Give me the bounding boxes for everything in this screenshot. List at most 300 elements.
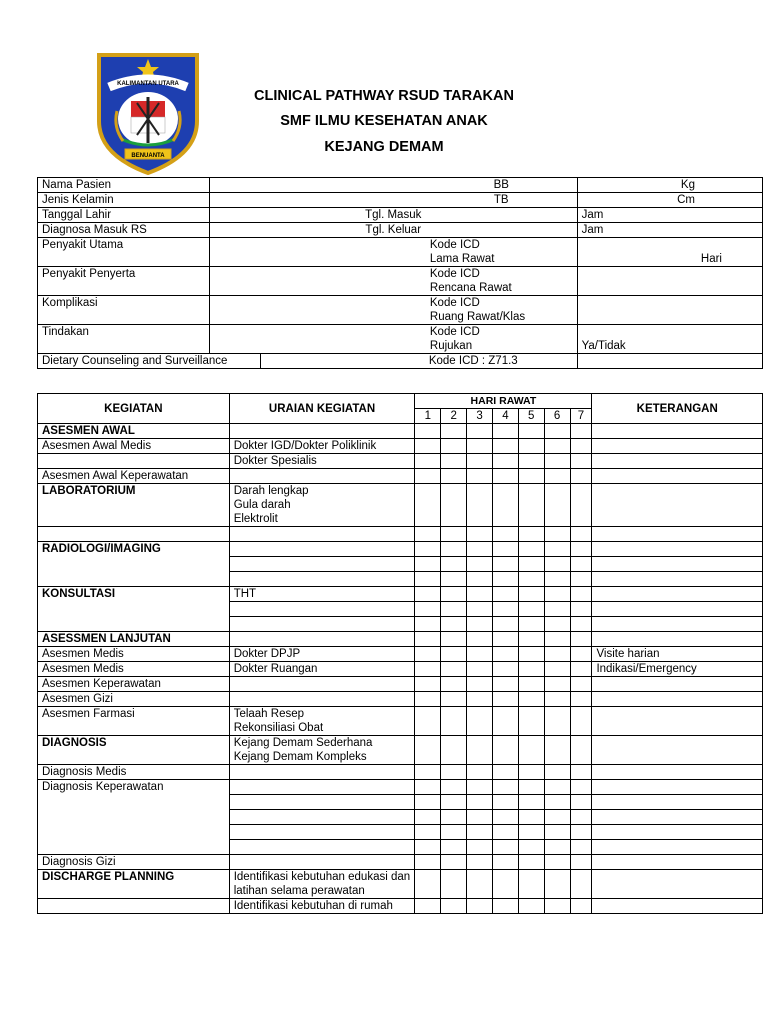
day-cell[interactable] xyxy=(441,662,467,677)
uraian-label: Telaah Resep xyxy=(233,708,305,720)
table-row xyxy=(38,424,763,439)
day-cell[interactable] xyxy=(441,810,467,825)
uraian-cell xyxy=(229,557,415,572)
label-nama-pasien: Nama Pasien xyxy=(38,178,210,193)
label-kg: Kg xyxy=(577,178,762,193)
keterangan-cell xyxy=(592,469,763,484)
day-cell[interactable] xyxy=(441,617,467,632)
day-cell[interactable] xyxy=(570,469,592,484)
day-cell[interactable] xyxy=(492,692,518,707)
day-cell[interactable] xyxy=(570,587,592,602)
day-cell[interactable] xyxy=(544,424,570,439)
day-cell[interactable] xyxy=(467,765,493,780)
day-cell[interactable] xyxy=(518,424,544,439)
day-cell[interactable] xyxy=(518,736,544,765)
label-lama-rawat: Lama Rawat xyxy=(429,253,495,265)
uraian-label: Kejang Demam Kompleks xyxy=(233,751,367,763)
day-cell[interactable] xyxy=(415,484,441,527)
label-cm: Cm xyxy=(577,193,762,208)
day-cell[interactable] xyxy=(518,795,544,810)
kegiatan-cell xyxy=(38,587,230,632)
label-tanggal-lahir: Tanggal Lahir xyxy=(38,208,210,223)
day-5: 5 xyxy=(518,409,544,424)
day-cell[interactable] xyxy=(492,707,518,736)
day-cell[interactable] xyxy=(492,454,518,469)
day-cell[interactable] xyxy=(415,899,441,914)
day-cell[interactable] xyxy=(544,527,570,542)
day-cell[interactable] xyxy=(570,527,592,542)
kegiatan-label: ASESMEN AWAL xyxy=(42,425,135,437)
day-cell[interactable] xyxy=(518,527,544,542)
day-cell[interactable] xyxy=(570,780,592,795)
uraian-label: Kejang Demam Sederhana xyxy=(233,737,373,749)
label-dietary: Dietary Counseling and Surveillance xyxy=(38,354,261,369)
uraian-cell xyxy=(229,527,415,542)
day-cell[interactable] xyxy=(441,424,467,439)
uraian-cell xyxy=(229,780,415,795)
day-cell[interactable] xyxy=(415,855,441,870)
uraian-label: THT xyxy=(233,588,257,600)
table-row xyxy=(38,855,763,870)
day-cell[interactable] xyxy=(415,557,441,572)
kegiatan-cell xyxy=(38,870,230,899)
day-cell[interactable] xyxy=(570,424,592,439)
day-cell[interactable] xyxy=(544,899,570,914)
uraian-label: Dokter IGD/Dokter Poliklinik xyxy=(233,440,377,452)
day-cell[interactable] xyxy=(492,810,518,825)
day-cell[interactable] xyxy=(467,632,493,647)
logo-text-bottom: BENUANTA xyxy=(131,153,165,159)
day-cell[interactable] xyxy=(544,870,570,899)
day-cell[interactable] xyxy=(441,469,467,484)
keterangan-cell xyxy=(592,736,763,765)
day-cell[interactable] xyxy=(518,707,544,736)
day-cell[interactable] xyxy=(518,810,544,825)
table-row xyxy=(38,484,763,527)
day-cell[interactable] xyxy=(467,707,493,736)
day-cell[interactable] xyxy=(441,840,467,855)
keterangan-cell xyxy=(592,617,763,632)
day-cell[interactable] xyxy=(570,557,592,572)
day-cell[interactable] xyxy=(441,899,467,914)
table-row xyxy=(38,439,763,454)
day-cell[interactable] xyxy=(544,454,570,469)
day-cell[interactable] xyxy=(544,587,570,602)
header-kegiatan: KEGIATAN xyxy=(38,394,230,424)
day-cell[interactable] xyxy=(570,870,592,899)
day-cell[interactable] xyxy=(467,454,493,469)
day-cell[interactable] xyxy=(544,855,570,870)
keterangan-cell xyxy=(592,587,763,602)
day-cell[interactable] xyxy=(441,780,467,795)
day-cell[interactable] xyxy=(492,602,518,617)
day-cell[interactable] xyxy=(518,587,544,602)
day-cell[interactable] xyxy=(467,840,493,855)
day-cell[interactable] xyxy=(441,557,467,572)
logo-text-top: KALIMANTAN UTARA xyxy=(117,81,179,87)
day-cell[interactable] xyxy=(570,677,592,692)
day-cell[interactable] xyxy=(518,677,544,692)
keterangan-cell xyxy=(592,542,763,557)
label-komplikasi: Komplikasi xyxy=(38,296,210,325)
day-cell[interactable] xyxy=(441,647,467,662)
day-cell[interactable] xyxy=(544,647,570,662)
day-cell[interactable] xyxy=(467,662,493,677)
day-cell[interactable] xyxy=(492,439,518,454)
day-cell[interactable] xyxy=(570,855,592,870)
day-cell[interactable] xyxy=(570,439,592,454)
day-cell[interactable] xyxy=(518,647,544,662)
day-cell[interactable] xyxy=(415,587,441,602)
day-cell[interactable] xyxy=(518,855,544,870)
day-cell[interactable] xyxy=(570,840,592,855)
day-cell[interactable] xyxy=(570,765,592,780)
day-cell[interactable] xyxy=(415,632,441,647)
day-cell[interactable] xyxy=(544,840,570,855)
kegiatan-cell xyxy=(38,484,230,527)
day-cell[interactable] xyxy=(467,855,493,870)
day-cell[interactable] xyxy=(492,795,518,810)
day-cell[interactable] xyxy=(492,855,518,870)
day-cell[interactable] xyxy=(467,810,493,825)
day-cell[interactable] xyxy=(415,707,441,736)
day-cell[interactable] xyxy=(518,572,544,587)
day-cell[interactable] xyxy=(570,795,592,810)
uraian-label: Identifikasi kebutuhan di rumah xyxy=(233,900,393,912)
kegiatan-label: DIAGNOSIS xyxy=(42,737,107,749)
day-cell[interactable] xyxy=(441,677,467,692)
day-cell[interactable] xyxy=(544,632,570,647)
day-cell[interactable] xyxy=(415,840,441,855)
day-cell[interactable] xyxy=(544,617,570,632)
day-cell[interactable] xyxy=(441,692,467,707)
day-cell[interactable] xyxy=(492,527,518,542)
uraian-cell xyxy=(229,602,415,617)
day-cell[interactable] xyxy=(492,825,518,840)
day-cell[interactable] xyxy=(518,692,544,707)
day-cell[interactable] xyxy=(492,780,518,795)
day-cell[interactable] xyxy=(570,899,592,914)
uraian-cell xyxy=(229,825,415,840)
uraian-label: Gula darah xyxy=(233,499,291,511)
day-cell[interactable] xyxy=(467,647,493,662)
day-cell[interactable] xyxy=(415,454,441,469)
table-row xyxy=(38,527,763,542)
day-6: 6 xyxy=(544,409,570,424)
day-cell[interactable] xyxy=(467,736,493,765)
keterangan-cell xyxy=(592,424,763,439)
day-cell[interactable] xyxy=(544,692,570,707)
label-jam-1: Jam xyxy=(577,208,762,223)
day-cell[interactable] xyxy=(492,632,518,647)
day-cell[interactable] xyxy=(544,780,570,795)
day-cell[interactable] xyxy=(570,602,592,617)
day-cell[interactable] xyxy=(570,707,592,736)
day-cell[interactable] xyxy=(492,647,518,662)
day-cell[interactable] xyxy=(492,899,518,914)
keterangan-cell xyxy=(592,707,763,736)
day-cell[interactable] xyxy=(467,780,493,795)
kegiatan-cell xyxy=(38,439,230,454)
day-cell[interactable] xyxy=(492,572,518,587)
uraian-label: Identifikasi kebutuhan edukasi dan latihan selama perawatan xyxy=(233,871,411,897)
day-cell[interactable] xyxy=(492,840,518,855)
day-cell[interactable] xyxy=(467,527,493,542)
day-cell[interactable] xyxy=(518,557,544,572)
day-cell[interactable] xyxy=(570,825,592,840)
uraian-cell xyxy=(229,692,415,707)
day-cell[interactable] xyxy=(415,542,441,557)
day-cell[interactable] xyxy=(415,527,441,542)
day-3: 3 xyxy=(467,409,493,424)
day-cell[interactable] xyxy=(415,810,441,825)
day-cell[interactable] xyxy=(544,572,570,587)
day-cell[interactable] xyxy=(492,677,518,692)
kegiatan-cell xyxy=(38,454,230,469)
day-cell[interactable] xyxy=(415,780,441,795)
day-cell[interactable] xyxy=(544,439,570,454)
day-cell[interactable] xyxy=(415,439,441,454)
day-cell[interactable] xyxy=(467,587,493,602)
day-cell[interactable] xyxy=(467,899,493,914)
table-row xyxy=(38,899,763,914)
table-row xyxy=(38,707,763,736)
kegiatan-cell xyxy=(38,855,230,870)
day-cell[interactable] xyxy=(518,602,544,617)
day-cell[interactable] xyxy=(544,736,570,765)
day-cell[interactable] xyxy=(441,527,467,542)
day-cell[interactable] xyxy=(492,587,518,602)
day-cell[interactable] xyxy=(518,870,544,899)
table-row xyxy=(38,780,763,795)
day-cell[interactable] xyxy=(570,617,592,632)
day-cell[interactable] xyxy=(518,469,544,484)
uraian-cell xyxy=(229,765,415,780)
kegiatan-label: ASESSMEN LANJUTAN xyxy=(42,633,171,645)
day-cell[interactable] xyxy=(570,542,592,557)
day-cell[interactable] xyxy=(441,825,467,840)
kegiatan-label: Diagnosis Medis xyxy=(42,766,127,778)
kegiatan-cell xyxy=(38,692,230,707)
label-ya-tidak: Ya/Tidak xyxy=(577,325,762,354)
kegiatan-label: LABORATORIUM xyxy=(42,485,136,497)
label-ruang-rawat: Ruang Rawat/Klas xyxy=(429,311,526,323)
table-row xyxy=(38,542,763,557)
keterangan-cell xyxy=(592,572,763,587)
day-cell[interactable] xyxy=(415,795,441,810)
label-kode-icd-z: Kode ICD : Z71.3 xyxy=(260,354,577,369)
day-cell[interactable] xyxy=(415,662,441,677)
kegiatan-label: Asesmen Medis xyxy=(42,663,124,675)
kegiatan-label: Asesmen Gizi xyxy=(42,693,113,705)
day-cell[interactable] xyxy=(492,557,518,572)
kegiatan-label: Diagnosis Keperawatan xyxy=(42,781,164,793)
day-cell[interactable] xyxy=(441,602,467,617)
day-cell[interactable] xyxy=(570,632,592,647)
day-cell[interactable] xyxy=(544,484,570,527)
kegiatan-label: Asesmen Keperawatan xyxy=(42,678,161,690)
day-cell[interactable] xyxy=(467,617,493,632)
day-cell[interactable] xyxy=(492,662,518,677)
day-cell[interactable] xyxy=(467,602,493,617)
kegiatan-cell xyxy=(38,542,230,587)
keterangan-cell xyxy=(592,870,763,899)
kegiatan-cell xyxy=(38,527,230,542)
day-cell[interactable] xyxy=(467,424,493,439)
keterangan-cell xyxy=(592,527,763,542)
day-cell[interactable] xyxy=(441,439,467,454)
day-cell[interactable] xyxy=(570,662,592,677)
day-cell[interactable] xyxy=(415,617,441,632)
uraian-cell xyxy=(229,795,415,810)
uraian-label: Dokter Ruangan xyxy=(233,663,318,675)
day-cell[interactable] xyxy=(570,647,592,662)
day-cell[interactable] xyxy=(544,677,570,692)
day-cell[interactable] xyxy=(492,469,518,484)
day-cell[interactable] xyxy=(492,736,518,765)
header-keterangan: KETERANGAN xyxy=(592,394,763,424)
day-cell[interactable] xyxy=(492,424,518,439)
day-cell[interactable] xyxy=(544,795,570,810)
day-cell[interactable] xyxy=(441,855,467,870)
uraian-label: Dokter Spesialis xyxy=(233,455,317,467)
kegiatan-label: DISCHARGE PLANNING xyxy=(42,871,175,883)
keterangan-cell: Indikasi/Emergency xyxy=(592,662,763,677)
table-row xyxy=(38,692,763,707)
day-cell[interactable] xyxy=(544,707,570,736)
day-cell[interactable] xyxy=(415,469,441,484)
day-cell[interactable] xyxy=(441,484,467,527)
day-cell[interactable] xyxy=(544,765,570,780)
label-bb: BB xyxy=(209,178,577,193)
day-1: 1 xyxy=(415,409,441,424)
day-cell[interactable] xyxy=(570,736,592,765)
kegiatan-cell xyxy=(38,736,230,765)
kegiatan-label: Asesmen Awal Medis xyxy=(42,440,152,452)
day-cell[interactable] xyxy=(544,557,570,572)
day-cell[interactable] xyxy=(441,870,467,899)
kegiatan-cell xyxy=(38,780,230,855)
day-cell[interactable] xyxy=(518,662,544,677)
day-cell[interactable] xyxy=(544,469,570,484)
day-cell[interactable] xyxy=(467,439,493,454)
day-cell[interactable] xyxy=(441,707,467,736)
day-cell[interactable] xyxy=(492,484,518,527)
uraian-cell xyxy=(229,736,415,765)
day-cell[interactable] xyxy=(441,542,467,557)
day-cell[interactable] xyxy=(570,572,592,587)
day-cell[interactable] xyxy=(518,439,544,454)
label-jenis-kelamin: Jenis Kelamin xyxy=(38,193,210,208)
uraian-label: Dokter DPJP xyxy=(233,648,301,660)
day-cell[interactable] xyxy=(441,795,467,810)
day-cell[interactable] xyxy=(570,810,592,825)
day-cell[interactable] xyxy=(518,632,544,647)
day-cell[interactable] xyxy=(544,662,570,677)
day-cell[interactable] xyxy=(415,572,441,587)
uraian-cell xyxy=(229,469,415,484)
table-row xyxy=(38,469,763,484)
keterangan-cell xyxy=(592,810,763,825)
day-cell[interactable] xyxy=(518,840,544,855)
day-cell[interactable] xyxy=(467,572,493,587)
uraian-cell xyxy=(229,587,415,602)
day-cell[interactable] xyxy=(518,484,544,527)
day-cell[interactable] xyxy=(467,692,493,707)
keterangan-cell xyxy=(592,439,763,454)
day-cell[interactable] xyxy=(492,617,518,632)
day-cell[interactable] xyxy=(518,617,544,632)
day-cell[interactable] xyxy=(415,602,441,617)
table-row xyxy=(38,677,763,692)
day-cell[interactable] xyxy=(415,765,441,780)
uraian-cell xyxy=(229,632,415,647)
day-cell[interactable] xyxy=(415,825,441,840)
day-cell[interactable] xyxy=(441,736,467,765)
day-cell[interactable] xyxy=(441,587,467,602)
keterangan-cell xyxy=(592,602,763,617)
day-cell[interactable] xyxy=(518,765,544,780)
day-cell[interactable] xyxy=(441,572,467,587)
activity-table xyxy=(37,393,763,914)
day-cell[interactable] xyxy=(467,557,493,572)
day-cell[interactable] xyxy=(415,692,441,707)
day-cell[interactable] xyxy=(518,542,544,557)
day-cell[interactable] xyxy=(544,542,570,557)
kegiatan-label: Diagnosis Gizi xyxy=(42,856,116,868)
day-cell[interactable] xyxy=(544,825,570,840)
day-cell[interactable] xyxy=(441,765,467,780)
day-cell[interactable] xyxy=(544,602,570,617)
day-cell[interactable] xyxy=(518,780,544,795)
day-cell[interactable] xyxy=(467,469,493,484)
table-row xyxy=(38,870,763,899)
day-cell[interactable] xyxy=(415,677,441,692)
patient-info-table xyxy=(37,177,763,369)
day-cell[interactable] xyxy=(441,454,467,469)
day-cell[interactable] xyxy=(570,692,592,707)
uraian-cell xyxy=(229,439,415,454)
day-cell[interactable] xyxy=(467,870,493,899)
day-cell[interactable] xyxy=(518,454,544,469)
uraian-label: Rekonsiliasi Obat xyxy=(233,722,324,734)
day-cell[interactable] xyxy=(441,632,467,647)
day-cell[interactable] xyxy=(415,870,441,899)
table-row xyxy=(38,647,763,662)
day-cell[interactable] xyxy=(492,542,518,557)
kegiatan-label: RADIOLOGI/IMAGING xyxy=(42,543,161,555)
day-cell[interactable] xyxy=(518,899,544,914)
day-cell[interactable] xyxy=(415,647,441,662)
day-cell[interactable] xyxy=(518,825,544,840)
keterangan-cell xyxy=(592,899,763,914)
keterangan-cell xyxy=(592,557,763,572)
day-cell[interactable] xyxy=(570,484,592,527)
day-cell[interactable] xyxy=(467,484,493,527)
day-cell[interactable] xyxy=(415,424,441,439)
day-cell[interactable] xyxy=(467,825,493,840)
kegiatan-cell xyxy=(38,707,230,736)
day-cell[interactable] xyxy=(570,454,592,469)
day-cell[interactable] xyxy=(415,736,441,765)
day-cell[interactable] xyxy=(544,810,570,825)
day-cell[interactable] xyxy=(492,870,518,899)
day-cell[interactable] xyxy=(467,677,493,692)
day-cell[interactable] xyxy=(492,765,518,780)
day-cell[interactable] xyxy=(467,542,493,557)
keterangan-cell: Visite harian xyxy=(592,647,763,662)
day-cell[interactable] xyxy=(467,795,493,810)
